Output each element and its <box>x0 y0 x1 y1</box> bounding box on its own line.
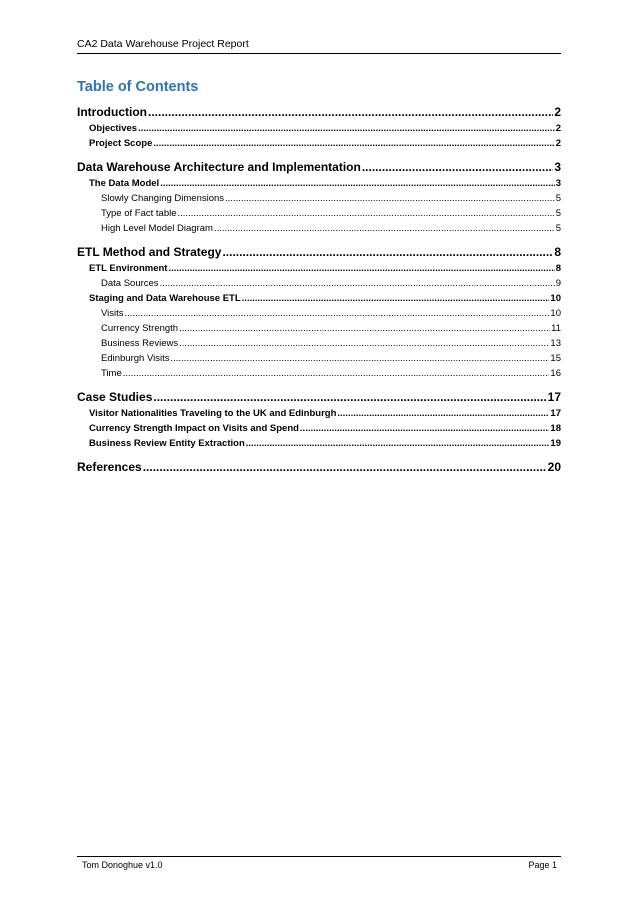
leader-dots <box>222 244 553 261</box>
footer-page-number: Page 1 <box>528 860 557 870</box>
toc-entry-entity-extraction[interactable]: Business Review Entity Extraction ..... 19 <box>77 436 561 451</box>
toc-entry-introduction[interactable]: Introduction ..... 2 <box>77 104 561 121</box>
toc-page-number: 3 <box>555 178 561 189</box>
toc-page-number: 15 <box>550 353 561 364</box>
toc-page-number: 8 <box>555 263 561 274</box>
toc-entry-data-model[interactable]: The Data Model ..... 3 <box>77 176 561 191</box>
leader-dots <box>153 136 554 151</box>
toc-page-number: 17 <box>547 390 561 404</box>
toc-page-number: 2 <box>554 105 561 119</box>
leader-dots <box>153 389 546 406</box>
toc-entry-fact-table[interactable]: Type of Fact table ..... 5 <box>77 206 561 221</box>
toc-page-number: 5 <box>555 208 561 219</box>
leader-dots <box>214 221 555 236</box>
toc-title: Table of Contents <box>77 79 199 95</box>
toc-page-number: 10 <box>550 308 561 319</box>
toc-entry-business-reviews[interactable]: Business Reviews ..... 13 <box>77 336 561 351</box>
toc-page-number: 8 <box>554 245 561 259</box>
toc-page-number: 11 <box>551 323 561 334</box>
toc-page-number: 16 <box>550 368 561 379</box>
leader-dots <box>225 191 555 206</box>
toc-entry-etl-method[interactable]: ETL Method and Strategy ..... 8 <box>77 244 561 261</box>
toc-page-number: 9 <box>555 278 561 289</box>
leader-dots <box>179 321 550 336</box>
header-title: CA2 Data Warehouse Project Report <box>77 38 249 50</box>
leader-dots <box>300 421 550 436</box>
leader-dots <box>160 276 555 291</box>
toc-page-number: 19 <box>550 438 561 449</box>
toc-page-number: 18 <box>550 423 561 434</box>
toc-entry-visitor-nationalities[interactable]: Visitor Nationalities Traveling to the UK and Edinburgh ..... 17 <box>77 406 561 421</box>
leader-dots <box>138 121 555 136</box>
toc-entry-time[interactable]: Time ..... 16 <box>77 366 561 381</box>
leader-dots <box>242 291 550 306</box>
toc-page-number: 13 <box>550 338 561 349</box>
toc-entry-scd[interactable]: Slowly Changing Dimensions ..... 5 <box>77 191 561 206</box>
toc-page-number: 3 <box>554 160 561 174</box>
toc-entry-case-studies[interactable]: Case Studies ..... 17 <box>77 389 561 406</box>
leader-dots <box>337 406 549 421</box>
table-of-contents <box>77 104 561 476</box>
toc-entry-staging-etl[interactable]: Staging and Data Warehouse ETL ..... 10 <box>77 291 561 306</box>
leader-dots <box>125 306 550 321</box>
leader-dots <box>362 159 553 176</box>
toc-entry-currency-strength[interactable]: Currency Strength ..... 11 <box>77 321 561 336</box>
leader-dots <box>168 261 554 276</box>
toc-entry-etl-environment[interactable]: ETL Environment ..... 8 <box>77 261 561 276</box>
toc-entry-currency-impact[interactable]: Currency Strength Impact on Visits and Spend ..... 18 <box>77 421 561 436</box>
page-footer <box>77 856 561 870</box>
leader-dots <box>160 176 555 191</box>
toc-entry-project-scope[interactable]: Project Scope ..... 2 <box>77 136 561 151</box>
footer-author: Tom Donoghue v1.0 <box>82 860 163 870</box>
leader-dots <box>179 336 549 351</box>
toc-entry-references[interactable]: References ..... 20 <box>77 459 561 476</box>
toc-page-number: 20 <box>547 460 561 474</box>
leader-dots <box>170 351 549 366</box>
toc-page-number: 2 <box>555 123 561 134</box>
toc-entry-data-sources[interactable]: Data Sources ..... 9 <box>77 276 561 291</box>
leader-dots <box>123 366 550 381</box>
leader-dots <box>178 206 555 221</box>
toc-page-number: 5 <box>555 223 561 234</box>
page-header <box>77 38 561 54</box>
leader-dots <box>246 436 550 451</box>
toc-page-number: 5 <box>555 193 561 204</box>
toc-entry-dw-architecture[interactable]: Data Warehouse Architecture and Implementation ..... 3 <box>77 159 561 176</box>
toc-entry-objectives[interactable]: Objectives ..... 2 <box>77 121 561 136</box>
toc-page-number: 17 <box>550 408 561 419</box>
leader-dots <box>143 459 547 476</box>
toc-entry-edinburgh-visits[interactable]: Edinburgh Visits ..... 15 <box>77 351 561 366</box>
toc-entry-model-diagram[interactable]: High Level Model Diagram ..... 5 <box>77 221 561 236</box>
toc-page-number: 2 <box>555 138 561 149</box>
leader-dots <box>148 104 553 121</box>
toc-page-number: 10 <box>550 293 561 304</box>
toc-entry-visits[interactable]: Visits ..... 10 <box>77 306 561 321</box>
